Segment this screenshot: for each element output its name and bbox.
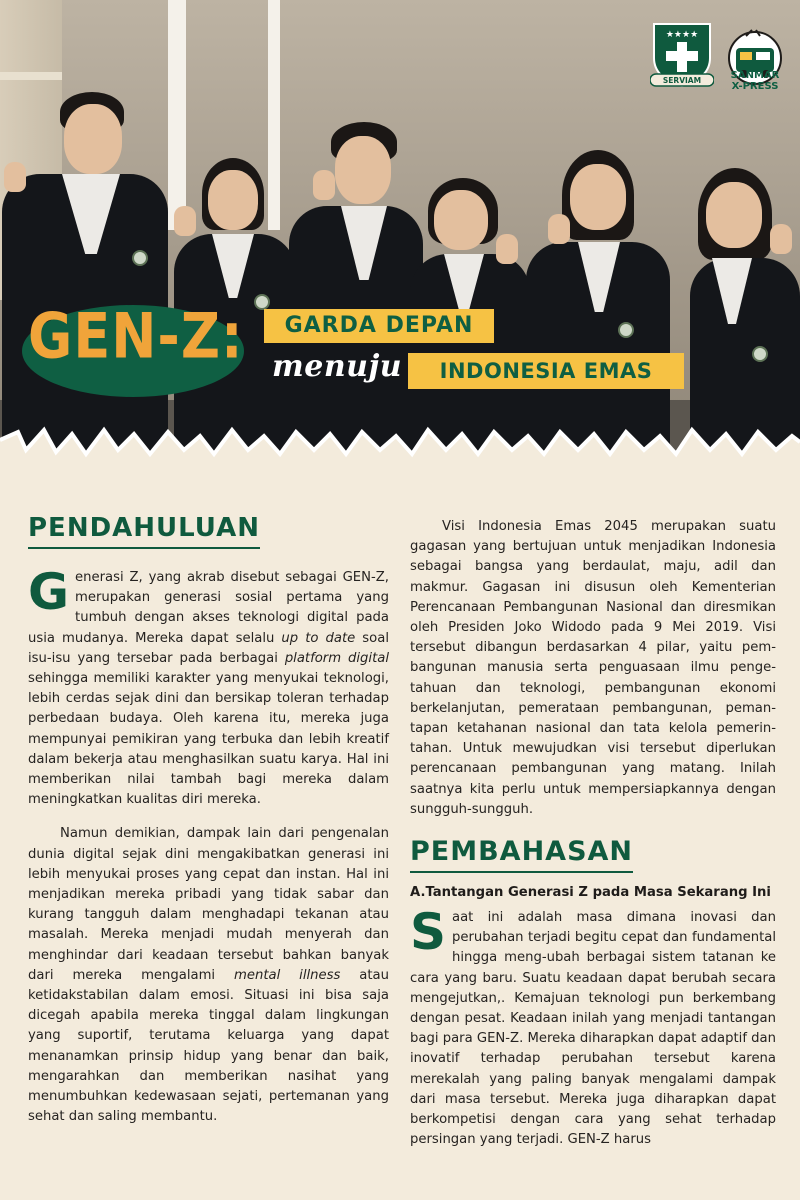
paragraph: Generasi Z, yang akrab disebut sebagai GEN-Z, merupakan generasi sosial pertama yang tumbuh dengan akses teknologi digital pada usia mudanya. Mereka dapat selalu up to date soal isu-isu yang tersebar pada berbagai platform digital sehingga memiliki karakter yang menyukai teknologi, lebih cerdas sejak dini dan bersikap toleran terhadap perbedaan budaya. Oleh karena itu, mereka juga mempunyai pemikiran yang terbuka dan lebih kreatif dalam bekerja atau menghasilkan suatu karya. Hal ini memberikan nilai tambah bagi mereka dalam meningkatkan kualitas diri mereka. [28, 563, 390, 808]
paragraph: Visi Indonesia Emas 2045 merupakan suatu gagasan yang bertujuan untuk menjadikan Indonesia sebagai bangsa yang berdaulat, maju, adil dan makmur. Gagasan ini disusun oleh Kementerian Perencanaan Pembangunan Nasional dan diresmikan oleh Presiden Joko Widodo pada 9 Mei 2019. Visi tersebut dibangun berdasarkan 4 pilar, yaitu pem-bangunan manusia serta penguasaan ilmu penge-tahuan dan teknologi, pembangunan ekonomi berkelanjutan, pemerataan pembangunan, peman-tapan ketahanan nasional dan tata kelola pemerin-tahan. Untuk mewujudkan visi tersebut diperlukan perencanaan pembangunan yang matang. Inilah saatnya kita perlu untuk mempersiapkannya dengan sungguh-sungguh. [410, 519, 776, 817]
column-left [28, 563, 390, 1141]
column-right [410, 517, 776, 834]
school-crest-icon [650, 22, 714, 88]
paragraph: Namun demikian, dampak lain dari pengenalan dunia digital sejak dini mengakibatkan generasi ini lebih menyukai proses yang cepat dan instan. Hal ini menjadikan mereka pribadi yang tidak sabar dan kurang tangguh dalam menghadapi tekanan atau masalah. Mereka menjadi mudah menyerah dan menghindar dari keadaan tersebut bahkan banyak dari mereka mengalami mental illness atau ketidakstabilan dalam emosi. Situasi ini bisa saja dicegah apabila mereka tinggal dalam lingkungan yang suportif, terutama keluarga yang dapat menanamkan prinsip hidup yang benar dan baik, mengarahkan dan memberikan nasihat yang menumbuhkan kedewasaan sejati, pertemanan yang sehat dan saling membantu. [28, 826, 389, 1125]
subheading: A.Tantangan Generasi Z pada Masa Sekarang Ini [410, 885, 771, 900]
hero-photo [0, 0, 800, 470]
title-indonesia-emas: INDONESIA EMAS [408, 353, 684, 389]
dropcap: S [410, 903, 447, 961]
paragraph: Saat ini adalah masa dimana inovasi dan perubahan terjadi begitu cepat dan fundamental hingga meng-ubah berbagai sistem tatanan ke cara yang baru. Suatu keadaan dapat berubah secara mengejutkan,. Kemajuan teknologi pun berkembang dengan pesat. Keadaan inilah yang menjadi tantangan bagi para GEN-Z. Mereka diharapkan dapat adaptif dan inovatif terhadap perubahan tersebut karena merekalah yang paling banyak mengalami dampak dari masa tersebut. Mereka juga diharapkan dapat berkompetisi dengan cara yang sehat terhadap persingan yang terjadi. GEN-Z harus [410, 903, 776, 1148]
heading-pembahasan: PEMBAHASAN [410, 836, 633, 873]
svg-text:★★★★: ★★★★ [665, 30, 699, 40]
column-right-continued [410, 903, 776, 1164]
press-logo-text: SANMAR X-PRESS [730, 70, 780, 92]
dropcap: G [28, 563, 70, 621]
torn-paper-edge [0, 410, 800, 480]
heading-pendahuluan: PENDAHULUAN [28, 513, 260, 549]
title-garda-depan: GARDA DEPAN [264, 309, 494, 343]
title-genz: GEN-Z: [28, 300, 244, 373]
svg-text:SERVIAM: SERVIAM [662, 76, 702, 85]
title-menuju: menuju [272, 349, 403, 384]
